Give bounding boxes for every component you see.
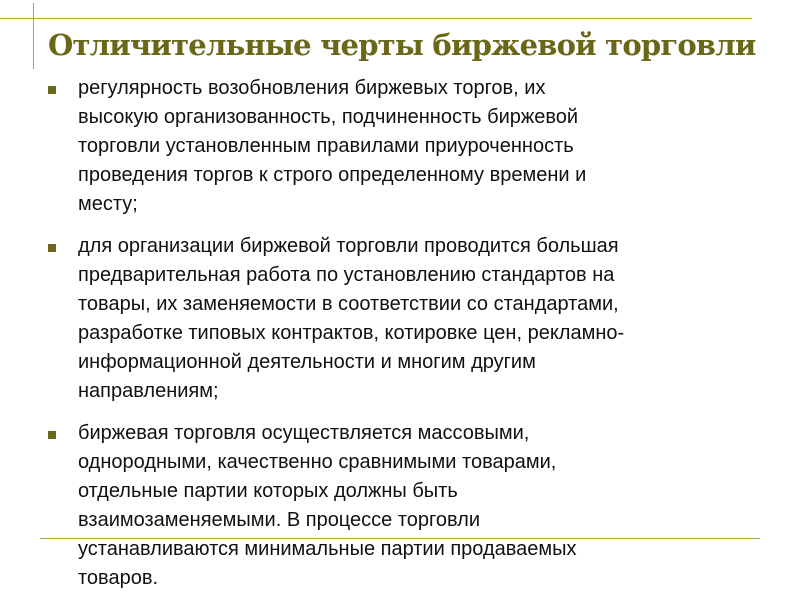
- bullet-text: регулярность возобновления биржевых торгов, их высокую организованность, подчиненность биржевой торговли установленным правилами приуроченность проведения торгов к строго определенному времени и месту;: [78, 77, 587, 215]
- bullet-list: [48, 74, 748, 606]
- bullet-item: [48, 232, 748, 406]
- vertical-accent-line: [33, 3, 34, 69]
- bottom-divider-line: [40, 538, 760, 539]
- bullet-item: [48, 74, 748, 219]
- bullet-item: [48, 419, 748, 593]
- top-divider-line: [0, 18, 752, 19]
- slide-title: Отличительные черты биржевой торговли: [48, 28, 756, 62]
- square-bullet-icon: [48, 244, 56, 252]
- square-bullet-icon: [48, 431, 56, 439]
- bullet-text: для организации биржевой торговли проводится большая предварительная работа по установлению стандартов на товары, их заменяемости в соответствии со стандартами, разработке типовых контрактов, котировке цен, рекламно- информационной деятельности и многим другим направлениям;: [78, 235, 625, 402]
- square-bullet-icon: [48, 86, 56, 94]
- bullet-text: биржевая торговля осуществляется массовыми, однородными, качественно сравнимыми товарами, отдельные партии которых должны быть взаимозаменяемыми. В процессе торговли устанавливаются минимальные партии продаваемых товаров.: [78, 422, 577, 589]
